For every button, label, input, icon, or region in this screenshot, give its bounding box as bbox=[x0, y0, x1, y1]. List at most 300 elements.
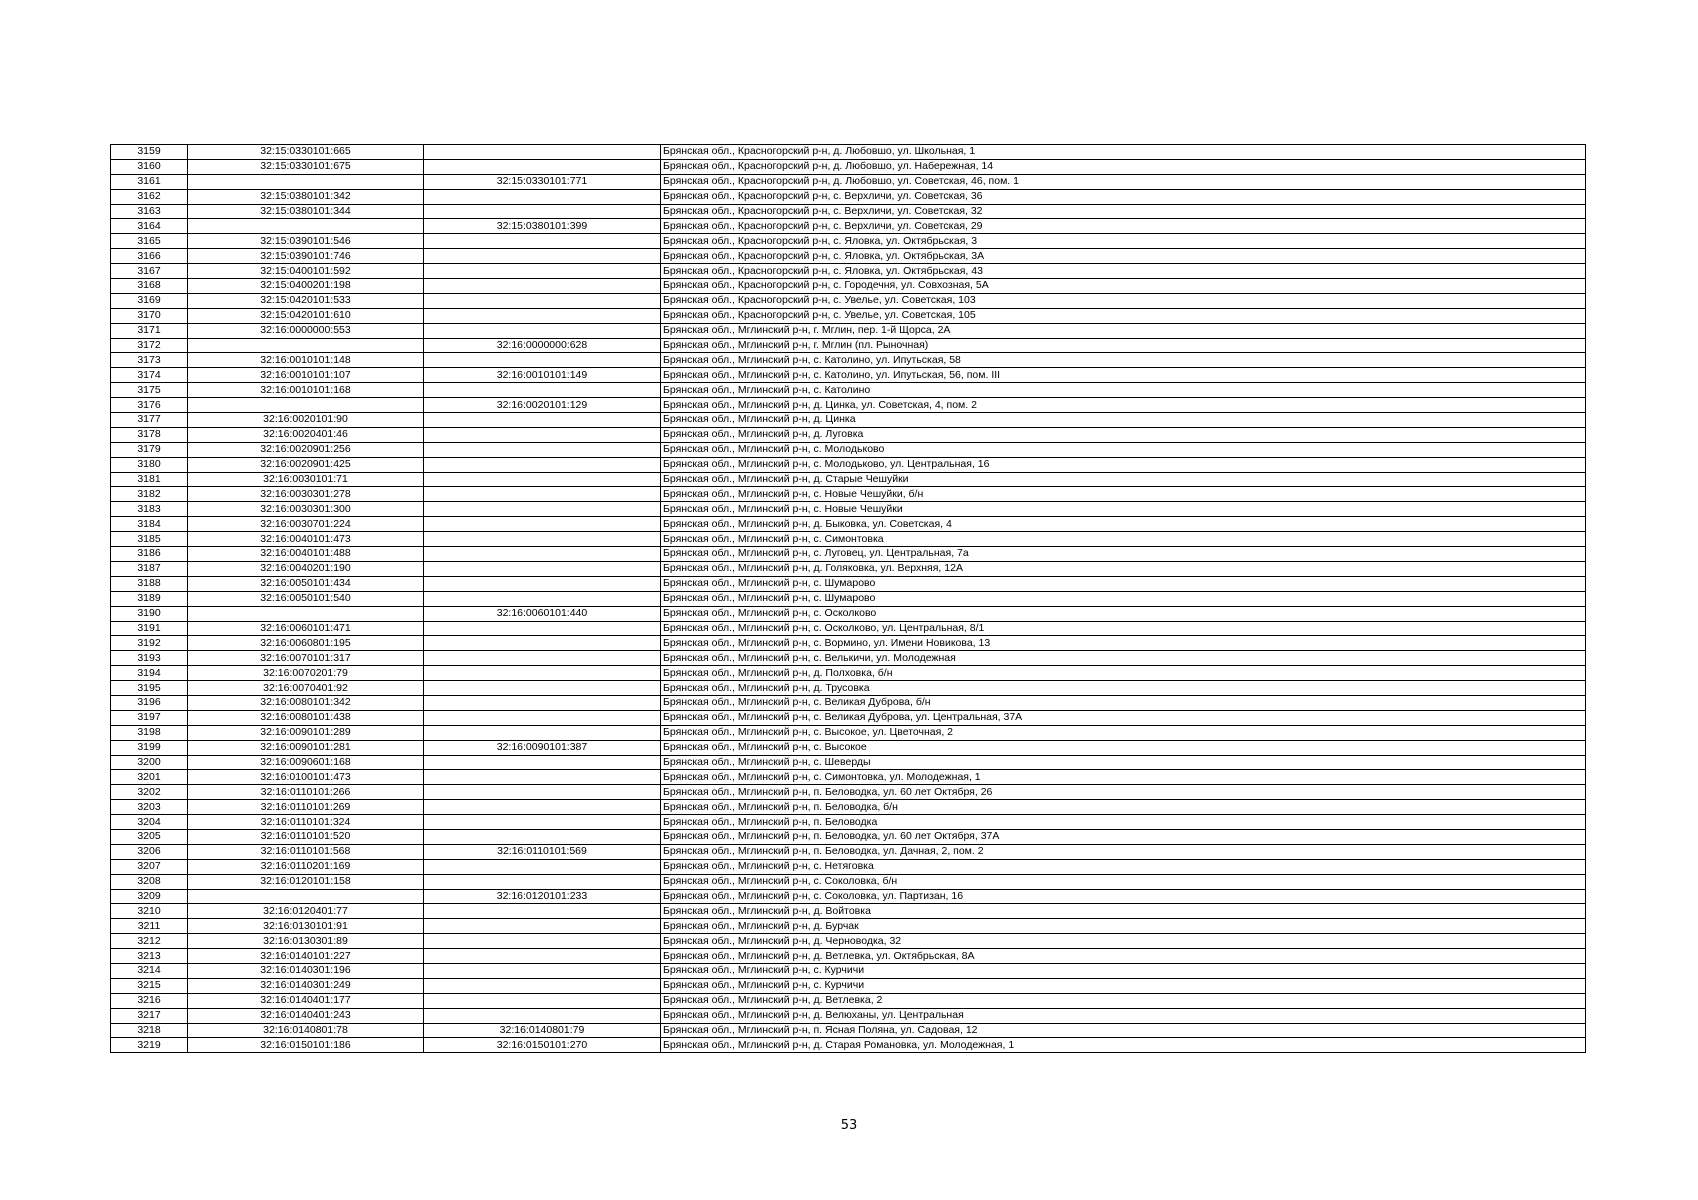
table-row bbox=[111, 695, 1586, 710]
table-row bbox=[111, 725, 1586, 740]
cadastral-number-secondary-cell bbox=[424, 636, 661, 651]
table-row bbox=[111, 889, 1586, 904]
row-number-cell: 3170 bbox=[111, 308, 188, 323]
cadastral-number-secondary-cell bbox=[424, 502, 661, 517]
table-row bbox=[111, 547, 1586, 562]
table-row bbox=[111, 249, 1586, 264]
cadastral-number-secondary-cell bbox=[424, 249, 661, 264]
cadastral-number-secondary-cell bbox=[424, 681, 661, 696]
row-number-cell: 3219 bbox=[111, 1038, 188, 1053]
cadastral-number-cell: 32:16:0060101:471 bbox=[188, 621, 424, 636]
cadastral-number-cell: 32:16:0080101:342 bbox=[188, 695, 424, 710]
cadastral-number-secondary-cell: 32:15:0380101:399 bbox=[424, 219, 661, 234]
address-cell: Брянская обл., Мглинский р-н, с. Великая Дуброва, б/н bbox=[661, 695, 1586, 710]
address-cell: Брянская обл., Красногорский р-н, с. Верхличи, ул. Советская, 29 bbox=[661, 219, 1586, 234]
table-row bbox=[111, 755, 1586, 770]
row-number-cell: 3217 bbox=[111, 1008, 188, 1023]
address-cell: Брянская обл., Мглинский р-н, с. Шумарово bbox=[661, 576, 1586, 591]
row-number-cell: 3215 bbox=[111, 978, 188, 993]
cadastral-number-secondary-cell bbox=[424, 815, 661, 830]
cadastral-number-cell: 32:16:0140301:196 bbox=[188, 963, 424, 978]
cadastral-number-secondary-cell bbox=[424, 204, 661, 219]
cadastral-number-secondary-cell bbox=[424, 234, 661, 249]
address-cell: Брянская обл., Красногорский р-н, с. Городечня, ул. Совхозная, 5А bbox=[661, 279, 1586, 294]
table-row bbox=[111, 353, 1586, 368]
address-cell: Брянская обл., Мглинский р-н, д. Старая Романовка, ул. Молодежная, 1 bbox=[661, 1038, 1586, 1053]
row-number-cell: 3167 bbox=[111, 264, 188, 279]
address-cell: Брянская обл., Мглинский р-н, с. Вормино, ул. Имени Новикова, 13 bbox=[661, 636, 1586, 651]
table-row bbox=[111, 189, 1586, 204]
cadastral-number-secondary-cell bbox=[424, 591, 661, 606]
cadastral-number-secondary-cell bbox=[424, 442, 661, 457]
address-cell: Брянская обл., Мглинский р-н, с. Осколково bbox=[661, 606, 1586, 621]
cadastral-number-cell: 32:16:0090601:168 bbox=[188, 755, 424, 770]
cadastral-number-cell: 32:16:0140301:249 bbox=[188, 978, 424, 993]
row-number-cell: 3218 bbox=[111, 1023, 188, 1038]
address-cell: Брянская обл., Мглинский р-н, д. Цинка bbox=[661, 413, 1586, 428]
address-cell: Брянская обл., Мглинский р-н, с. Католино, ул. Ипутьская, 58 bbox=[661, 353, 1586, 368]
address-cell: Брянская обл., Красногорский р-н, д. Любовшо, ул. Набережная, 14 bbox=[661, 159, 1586, 174]
row-number-cell: 3160 bbox=[111, 159, 188, 174]
table-row bbox=[111, 621, 1586, 636]
address-cell: Брянская обл., Мглинский р-н, п. Беловодка, ул. 60 лет Октября, 37А bbox=[661, 829, 1586, 844]
cadastral-number-cell: 32:15:0400201:198 bbox=[188, 279, 424, 294]
table-row bbox=[111, 145, 1586, 160]
cadastral-number-secondary-cell bbox=[424, 413, 661, 428]
cadastral-number-cell: 32:16:0050101:434 bbox=[188, 576, 424, 591]
address-cell: Брянская обл., Мглинский р-н, с. Нетяговка bbox=[661, 859, 1586, 874]
cadastral-number-secondary-cell bbox=[424, 487, 661, 502]
cadastral-number-secondary-cell bbox=[424, 770, 661, 785]
table-row bbox=[111, 1038, 1586, 1053]
row-number-cell: 3205 bbox=[111, 829, 188, 844]
table-row bbox=[111, 1008, 1586, 1023]
address-cell: Брянская обл., Мглинский р-н, с. Луговец, ул. Центральная, 7а bbox=[661, 547, 1586, 562]
address-cell: Брянская обл., Мглинский р-н, д. Велюханы, ул. Центральная bbox=[661, 1008, 1586, 1023]
table-row bbox=[111, 323, 1586, 338]
table-row bbox=[111, 681, 1586, 696]
table-row bbox=[111, 606, 1586, 621]
cadastral-number-secondary-cell bbox=[424, 383, 661, 398]
cadastral-number-cell: 32:15:0390101:546 bbox=[188, 234, 424, 249]
address-cell: Брянская обл., Мглинский р-н, п. Ясная Поляна, ул. Садовая, 12 bbox=[661, 1023, 1586, 1038]
table-row bbox=[111, 502, 1586, 517]
address-cell: Брянская обл., Мглинский р-н, д. Бурчак bbox=[661, 919, 1586, 934]
table-row bbox=[111, 591, 1586, 606]
table-row bbox=[111, 785, 1586, 800]
table-row bbox=[111, 710, 1586, 725]
row-number-cell: 3206 bbox=[111, 844, 188, 859]
cadastral-number-cell bbox=[188, 398, 424, 413]
address-cell: Брянская обл., Красногорский р-н, с. Яловка, ул. Октябрьская, 3А bbox=[661, 249, 1586, 264]
address-cell: Брянская обл., Мглинский р-н, с. Соколовка, ул. Партизан, 16 bbox=[661, 889, 1586, 904]
row-number-cell: 3209 bbox=[111, 889, 188, 904]
cadastral-number-cell: 32:16:0000000:553 bbox=[188, 323, 424, 338]
cadastral-number-secondary-cell bbox=[424, 919, 661, 934]
table-row bbox=[111, 264, 1586, 279]
row-number-cell: 3166 bbox=[111, 249, 188, 264]
table-row bbox=[111, 844, 1586, 859]
table-row bbox=[111, 859, 1586, 874]
cadastral-number-cell: 32:16:0120101:158 bbox=[188, 874, 424, 889]
row-number-cell: 3216 bbox=[111, 993, 188, 1008]
cadastral-number-cell: 32:16:0070401:92 bbox=[188, 681, 424, 696]
row-number-cell: 3173 bbox=[111, 353, 188, 368]
address-cell: Брянская обл., Мглинский р-н, д. Ветлевка, 2 bbox=[661, 993, 1586, 1008]
row-number-cell: 3183 bbox=[111, 502, 188, 517]
address-cell: Брянская обл., Мглинский р-н, с. Молодьково bbox=[661, 442, 1586, 457]
cadastral-number-cell: 32:16:0140401:243 bbox=[188, 1008, 424, 1023]
address-cell: Брянская обл., Мглинский р-н, с. Симонтовка bbox=[661, 532, 1586, 547]
row-number-cell: 3161 bbox=[111, 174, 188, 189]
cadastral-number-secondary-cell: 32:16:0090101:387 bbox=[424, 740, 661, 755]
row-number-cell: 3165 bbox=[111, 234, 188, 249]
cadastral-number-cell: 32:15:0380101:344 bbox=[188, 204, 424, 219]
table-row bbox=[111, 368, 1586, 383]
cadastral-number-secondary-cell bbox=[424, 457, 661, 472]
row-number-cell: 3168 bbox=[111, 279, 188, 294]
table-row bbox=[111, 219, 1586, 234]
cadastral-number-cell bbox=[188, 219, 424, 234]
cadastral-number-cell: 32:16:0010101:148 bbox=[188, 353, 424, 368]
table-row bbox=[111, 413, 1586, 428]
row-number-cell: 3163 bbox=[111, 204, 188, 219]
cadastral-number-cell: 32:16:0110101:324 bbox=[188, 815, 424, 830]
cadastral-number-cell: 32:16:0130101:91 bbox=[188, 919, 424, 934]
row-number-cell: 3178 bbox=[111, 427, 188, 442]
registry-table-body bbox=[111, 145, 1586, 1053]
cadastral-number-cell: 32:16:0020401:46 bbox=[188, 427, 424, 442]
address-cell: Брянская обл., Мглинский р-н, п. Беловодка bbox=[661, 815, 1586, 830]
address-cell: Брянская обл., Красногорский р-н, д. Любовшо, ул. Школьная, 1 bbox=[661, 145, 1586, 160]
table-row bbox=[111, 963, 1586, 978]
table-row bbox=[111, 934, 1586, 949]
cadastral-number-cell: 32:16:0020901:256 bbox=[188, 442, 424, 457]
address-cell: Брянская обл., Мглинский р-н, с. Курчичи bbox=[661, 963, 1586, 978]
cadastral-number-secondary-cell bbox=[424, 472, 661, 487]
cadastral-number-secondary-cell bbox=[424, 859, 661, 874]
table-row bbox=[111, 174, 1586, 189]
cadastral-number-secondary-cell: 32:16:0140801:79 bbox=[424, 1023, 661, 1038]
row-number-cell: 3208 bbox=[111, 874, 188, 889]
cadastral-number-secondary-cell bbox=[424, 293, 661, 308]
table-row bbox=[111, 666, 1586, 681]
row-number-cell: 3187 bbox=[111, 561, 188, 576]
address-cell: Брянская обл., Красногорский р-н, с. Яловка, ул. Октябрьская, 3 bbox=[661, 234, 1586, 249]
cadastral-number-cell: 32:16:0110101:269 bbox=[188, 800, 424, 815]
row-number-cell: 3185 bbox=[111, 532, 188, 547]
cadastral-number-cell: 32:15:0400101:592 bbox=[188, 264, 424, 279]
row-number-cell: 3171 bbox=[111, 323, 188, 338]
cadastral-number-secondary-cell bbox=[424, 159, 661, 174]
address-cell: Брянская обл., Мглинский р-н, п. Беловодка, б/н bbox=[661, 800, 1586, 815]
row-number-cell: 3214 bbox=[111, 963, 188, 978]
row-number-cell: 3189 bbox=[111, 591, 188, 606]
cadastral-number-secondary-cell bbox=[424, 934, 661, 949]
cadastral-number-secondary-cell bbox=[424, 651, 661, 666]
cadastral-number-secondary-cell bbox=[424, 993, 661, 1008]
table-row bbox=[111, 919, 1586, 934]
cadastral-number-secondary-cell bbox=[424, 785, 661, 800]
row-number-cell: 3204 bbox=[111, 815, 188, 830]
cadastral-number-secondary-cell bbox=[424, 145, 661, 160]
address-cell: Брянская обл., Мглинский р-н, с. Великая Дуброва, ул. Центральная, 37А bbox=[661, 710, 1586, 725]
address-cell: Брянская обл., Мглинский р-н, с. Высокое, ул. Цветочная, 2 bbox=[661, 725, 1586, 740]
address-cell: Брянская обл., Мглинский р-н, г. Мглин (пл. Рыночная) bbox=[661, 338, 1586, 353]
cadastral-number-cell: 32:15:0420101:533 bbox=[188, 293, 424, 308]
table-row bbox=[111, 829, 1586, 844]
cadastral-number-cell: 32:16:0110201:169 bbox=[188, 859, 424, 874]
cadastral-number-secondary-cell: 32:16:0010101:149 bbox=[424, 368, 661, 383]
cadastral-number-cell bbox=[188, 338, 424, 353]
row-number-cell: 3199 bbox=[111, 740, 188, 755]
cadastral-number-cell: 32:16:0120401:77 bbox=[188, 904, 424, 919]
cadastral-number-cell: 32:16:0100101:473 bbox=[188, 770, 424, 785]
row-number-cell: 3198 bbox=[111, 725, 188, 740]
table-row bbox=[111, 398, 1586, 413]
address-cell: Брянская обл., Мглинский р-н, п. Беловодка, ул. 60 лет Октября, 26 bbox=[661, 785, 1586, 800]
address-cell: Брянская обл., Мглинский р-н, с. Католино bbox=[661, 383, 1586, 398]
address-cell: Брянская обл., Мглинский р-н, д. Старые Чешуйки bbox=[661, 472, 1586, 487]
row-number-cell: 3182 bbox=[111, 487, 188, 502]
table-row bbox=[111, 383, 1586, 398]
address-cell: Брянская обл., Мглинский р-н, с. Высокое bbox=[661, 740, 1586, 755]
cadastral-number-cell: 32:16:0090101:281 bbox=[188, 740, 424, 755]
address-cell: Брянская обл., Мглинский р-н, с. Новые Чешуйки bbox=[661, 502, 1586, 517]
cadastral-number-cell: 32:15:0330101:665 bbox=[188, 145, 424, 160]
cadastral-number-secondary-cell bbox=[424, 755, 661, 770]
table-row bbox=[111, 338, 1586, 353]
row-number-cell: 3212 bbox=[111, 934, 188, 949]
row-number-cell: 3162 bbox=[111, 189, 188, 204]
cadastral-number-cell: 32:15:0390101:746 bbox=[188, 249, 424, 264]
cadastral-number-cell: 32:16:0070201:79 bbox=[188, 666, 424, 681]
row-number-cell: 3186 bbox=[111, 547, 188, 562]
cadastral-number-secondary-cell bbox=[424, 666, 661, 681]
address-cell: Брянская обл., Мглинский р-н, с. Курчичи bbox=[661, 978, 1586, 993]
cadastral-number-cell: 32:16:0110101:520 bbox=[188, 829, 424, 844]
cadastral-number-cell: 32:16:0030301:278 bbox=[188, 487, 424, 502]
table-row bbox=[111, 770, 1586, 785]
table-row bbox=[111, 576, 1586, 591]
cadastral-number-secondary-cell bbox=[424, 279, 661, 294]
cadastral-number-cell: 32:15:0420101:610 bbox=[188, 308, 424, 323]
cadastral-number-secondary-cell bbox=[424, 264, 661, 279]
cadastral-number-cell bbox=[188, 174, 424, 189]
cadastral-number-cell: 32:16:0140401:177 bbox=[188, 993, 424, 1008]
address-cell: Брянская обл., Мглинский р-н, с. Соколовка, б/н bbox=[661, 874, 1586, 889]
cadastral-number-cell: 32:16:0110101:568 bbox=[188, 844, 424, 859]
table-row bbox=[111, 159, 1586, 174]
table-row bbox=[111, 561, 1586, 576]
row-number-cell: 3197 bbox=[111, 710, 188, 725]
address-cell: Брянская обл., Мглинский р-н, д. Трусовка bbox=[661, 681, 1586, 696]
cadastral-number-cell: 32:16:0060801:195 bbox=[188, 636, 424, 651]
address-cell: Брянская обл., Мглинский р-н, д. Ветлевка, ул. Октябрьская, 8А bbox=[661, 949, 1586, 964]
address-cell: Брянская обл., Мглинский р-н, д. Быковка, ул. Советская, 4 bbox=[661, 517, 1586, 532]
cadastral-number-secondary-cell: 32:15:0330101:771 bbox=[424, 174, 661, 189]
row-number-cell: 3190 bbox=[111, 606, 188, 621]
cadastral-number-cell bbox=[188, 889, 424, 904]
cadastral-number-cell: 32:16:0020101:90 bbox=[188, 413, 424, 428]
address-cell: Брянская обл., Красногорский р-н, с. Яловка, ул. Октябрьская, 43 bbox=[661, 264, 1586, 279]
cadastral-number-secondary-cell bbox=[424, 978, 661, 993]
cadastral-number-secondary-cell: 32:16:0110101:569 bbox=[424, 844, 661, 859]
row-number-cell: 3200 bbox=[111, 755, 188, 770]
row-number-cell: 3195 bbox=[111, 681, 188, 696]
row-number-cell: 3194 bbox=[111, 666, 188, 681]
address-cell: Брянская обл., Мглинский р-н, д. Цинка, ул. Советская, 4, пом. 2 bbox=[661, 398, 1586, 413]
address-cell: Брянская обл., Мглинский р-н, с. Шеверды bbox=[661, 755, 1586, 770]
table-row bbox=[111, 279, 1586, 294]
address-cell: Брянская обл., Мглинский р-н, п. Беловодка, ул. Дачная, 2, пом. 2 bbox=[661, 844, 1586, 859]
cadastral-number-secondary-cell bbox=[424, 1008, 661, 1023]
cadastral-number-secondary-cell bbox=[424, 874, 661, 889]
cadastral-number-secondary-cell: 32:16:0150101:270 bbox=[424, 1038, 661, 1053]
cadastral-number-secondary-cell bbox=[424, 829, 661, 844]
cadastral-number-secondary-cell bbox=[424, 949, 661, 964]
table-row bbox=[111, 442, 1586, 457]
cadastral-number-cell: 32:16:0140101:227 bbox=[188, 949, 424, 964]
address-cell: Брянская обл., Мглинский р-н, с. Молодьково, ул. Центральная, 16 bbox=[661, 457, 1586, 472]
row-number-cell: 3184 bbox=[111, 517, 188, 532]
cadastral-number-secondary-cell bbox=[424, 800, 661, 815]
address-cell: Брянская обл., Красногорский р-н, с. Верхличи, ул. Советская, 32 bbox=[661, 204, 1586, 219]
table-row bbox=[111, 308, 1586, 323]
row-number-cell: 3192 bbox=[111, 636, 188, 651]
table-row bbox=[111, 949, 1586, 964]
table-row bbox=[111, 800, 1586, 815]
row-number-cell: 3203 bbox=[111, 800, 188, 815]
address-cell: Брянская обл., Мглинский р-н, д. Войтовка bbox=[661, 904, 1586, 919]
table-row bbox=[111, 740, 1586, 755]
table-row bbox=[111, 472, 1586, 487]
address-cell: Брянская обл., Красногорский р-н, с. Увелье, ул. Советская, 103 bbox=[661, 293, 1586, 308]
cadastral-number-secondary-cell bbox=[424, 353, 661, 368]
cadastral-number-secondary-cell bbox=[424, 710, 661, 725]
cadastral-number-secondary-cell bbox=[424, 547, 661, 562]
row-number-cell: 3202 bbox=[111, 785, 188, 800]
row-number-cell: 3172 bbox=[111, 338, 188, 353]
cadastral-number-cell: 32:16:0070101:317 bbox=[188, 651, 424, 666]
row-number-cell: 3201 bbox=[111, 770, 188, 785]
address-cell: Брянская обл., Красногорский р-н, с. Верхличи, ул. Советская, 36 bbox=[661, 189, 1586, 204]
table-row bbox=[111, 204, 1586, 219]
cadastral-number-cell: 32:16:0010101:168 bbox=[188, 383, 424, 398]
cadastral-number-cell: 32:15:0330101:675 bbox=[188, 159, 424, 174]
address-cell: Брянская обл., Мглинский р-н, с. Осколково, ул. Центральная, 8/1 bbox=[661, 621, 1586, 636]
cadastral-number-secondary-cell bbox=[424, 532, 661, 547]
address-cell: Брянская обл., Красногорский р-н, д. Любовшо, ул. Советская, 46, пом. 1 bbox=[661, 174, 1586, 189]
table-row bbox=[111, 427, 1586, 442]
row-number-cell: 3181 bbox=[111, 472, 188, 487]
cadastral-number-cell: 32:16:0140801:78 bbox=[188, 1023, 424, 1038]
table-row bbox=[111, 904, 1586, 919]
table-row bbox=[111, 532, 1586, 547]
address-cell: Брянская обл., Мглинский р-н, д. Голяковка, ул. Верхняя, 12А bbox=[661, 561, 1586, 576]
address-cell: Брянская обл., Мглинский р-н, с. Симонтовка, ул. Молодежная, 1 bbox=[661, 770, 1586, 785]
row-number-cell: 3180 bbox=[111, 457, 188, 472]
table-row bbox=[111, 1023, 1586, 1038]
table-row bbox=[111, 651, 1586, 666]
cadastral-number-cell: 32:16:0030301:300 bbox=[188, 502, 424, 517]
cadastral-number-secondary-cell bbox=[424, 561, 661, 576]
row-number-cell: 3164 bbox=[111, 219, 188, 234]
row-number-cell: 3175 bbox=[111, 383, 188, 398]
cadastral-number-cell: 32:16:0030701:224 bbox=[188, 517, 424, 532]
address-cell: Брянская обл., Красногорский р-н, с. Увелье, ул. Советская, 105 bbox=[661, 308, 1586, 323]
cadastral-number-secondary-cell bbox=[424, 427, 661, 442]
table-row bbox=[111, 874, 1586, 889]
row-number-cell: 3210 bbox=[111, 904, 188, 919]
row-number-cell: 3196 bbox=[111, 695, 188, 710]
cadastral-number-cell: 32:16:0020901:425 bbox=[188, 457, 424, 472]
table-row bbox=[111, 457, 1586, 472]
cadastral-number-secondary-cell bbox=[424, 725, 661, 740]
row-number-cell: 3159 bbox=[111, 145, 188, 160]
row-number-cell: 3213 bbox=[111, 949, 188, 964]
cadastral-number-secondary-cell bbox=[424, 517, 661, 532]
cadastral-number-cell: 32:16:0080101:438 bbox=[188, 710, 424, 725]
cadastral-number-secondary-cell bbox=[424, 189, 661, 204]
cadastral-number-cell: 32:16:0130301:89 bbox=[188, 934, 424, 949]
cadastral-number-cell: 32:16:0050101:540 bbox=[188, 591, 424, 606]
cadastral-number-secondary-cell bbox=[424, 695, 661, 710]
cadastral-number-cell: 32:16:0040101:488 bbox=[188, 547, 424, 562]
row-number-cell: 3207 bbox=[111, 859, 188, 874]
address-cell: Брянская обл., Мглинский р-н, д. Черноводка, 32 bbox=[661, 934, 1586, 949]
address-cell: Брянская обл., Мглинский р-н, д. Полховка, б/н bbox=[661, 666, 1586, 681]
address-cell: Брянская обл., Мглинский р-н, с. Новые Чешуйки, б/н bbox=[661, 487, 1586, 502]
address-cell: Брянская обл., Мглинский р-н, с. Велькичи, ул. Молодежная bbox=[661, 651, 1586, 666]
row-number-cell: 3193 bbox=[111, 651, 188, 666]
cadastral-number-secondary-cell bbox=[424, 308, 661, 323]
page-number: 53 bbox=[840, 1118, 858, 1133]
table-row bbox=[111, 487, 1586, 502]
cadastral-number-secondary-cell bbox=[424, 963, 661, 978]
table-row bbox=[111, 517, 1586, 532]
table-row bbox=[111, 978, 1586, 993]
cadastral-number-cell: 32:16:0040201:190 bbox=[188, 561, 424, 576]
cadastral-number-secondary-cell bbox=[424, 621, 661, 636]
cadastral-number-secondary-cell: 32:16:0120101:233 bbox=[424, 889, 661, 904]
cadastral-number-cell: 32:15:0380101:342 bbox=[188, 189, 424, 204]
table-row bbox=[111, 293, 1586, 308]
row-number-cell: 3169 bbox=[111, 293, 188, 308]
cadastral-number-secondary-cell: 32:16:0020101:129 bbox=[424, 398, 661, 413]
address-cell: Брянская обл., Мглинский р-н, с. Католино, ул. Ипутьская, 56, пом. III bbox=[661, 368, 1586, 383]
cadastral-number-cell: 32:16:0030101:71 bbox=[188, 472, 424, 487]
cadastral-number-cell: 32:16:0150101:186 bbox=[188, 1038, 424, 1053]
address-cell: Брянская обл., Мглинский р-н, с. Шумарово bbox=[661, 591, 1586, 606]
cadastral-number-cell: 32:16:0110101:266 bbox=[188, 785, 424, 800]
row-number-cell: 3188 bbox=[111, 576, 188, 591]
cadastral-number-secondary-cell: 32:16:0000000:628 bbox=[424, 338, 661, 353]
table-row bbox=[111, 815, 1586, 830]
cadastral-number-secondary-cell bbox=[424, 576, 661, 591]
row-number-cell: 3191 bbox=[111, 621, 188, 636]
address-cell: Брянская обл., Мглинский р-н, г. Мглин, пер. 1-й Щорса, 2А bbox=[661, 323, 1586, 338]
table-row bbox=[111, 234, 1586, 249]
cadastral-number-cell bbox=[188, 606, 424, 621]
row-number-cell: 3211 bbox=[111, 919, 188, 934]
address-cell: Брянская обл., Мглинский р-н, д. Луговка bbox=[661, 427, 1586, 442]
cadastral-number-secondary-cell: 32:16:0060101:440 bbox=[424, 606, 661, 621]
row-number-cell: 3177 bbox=[111, 413, 188, 428]
row-number-cell: 3174 bbox=[111, 368, 188, 383]
cadastral-number-secondary-cell bbox=[424, 323, 661, 338]
registry-table bbox=[110, 144, 1586, 1053]
